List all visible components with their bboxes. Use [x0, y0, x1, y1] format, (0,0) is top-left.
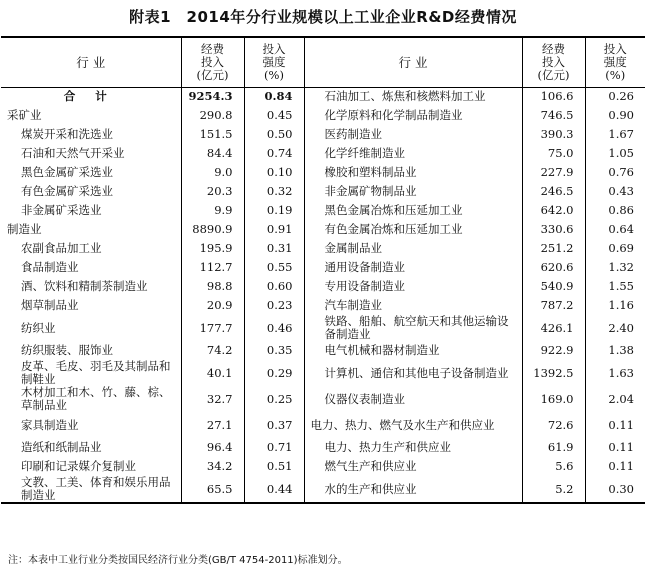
funds-value: 61.9: [522, 438, 585, 457]
industry-name: 农副食品加工业: [21, 241, 102, 255]
header-intensity-line2: 强度: [262, 54, 286, 69]
intensity-value: 1.16: [585, 296, 645, 315]
header-funds-line3: (亿元): [537, 67, 570, 82]
intensity-value: 0.44: [244, 476, 304, 503]
header-intensity-line1: 投入: [603, 41, 627, 56]
funds-value: 72.6: [522, 412, 585, 438]
industry-name: 黑色金属矿采选业: [21, 165, 113, 179]
intensity-value: 0.10: [244, 163, 304, 182]
industry-name: 木材加工和木、竹、藤、棕、草制品业: [21, 386, 171, 412]
table-row: [1, 239, 645, 258]
table-row: [1, 386, 645, 412]
industry-name: 金属制品业: [304, 239, 522, 258]
header-funds-line2: 投入: [201, 54, 224, 69]
col-header-industry-right: 行 业: [304, 37, 522, 87]
industry-name: 非金属矿物制品业: [304, 182, 522, 201]
industry-name: 石油加工、炼焦和核燃料加工业: [304, 87, 522, 106]
industry-name: 橡胶和塑料制品业: [304, 163, 522, 182]
intensity-value: 1.32: [585, 258, 645, 277]
industry-name: 医药制造业: [304, 125, 522, 144]
industry-name: 纺织业: [21, 320, 56, 335]
industry-name: 非金属矿采选业: [21, 203, 102, 217]
industry-name: 电力、热力生产和供应业: [304, 438, 522, 457]
table-row: [1, 144, 645, 163]
industry-name: 石油和天然气开采业: [21, 146, 125, 160]
intensity-value: 0.43: [585, 182, 645, 201]
funds-value: 9.9: [181, 201, 244, 220]
industry-name: 电力、热力、燃气及水生产和供应业: [304, 412, 522, 438]
funds-value: 8890.9: [181, 220, 244, 239]
industry-name: 计算机、通信和其他电子设备制造业: [304, 360, 522, 386]
header-intensity-line1: 投入: [262, 41, 286, 56]
industry-name: 仪器仪表制造业: [304, 386, 522, 412]
intensity-value: 1.63: [585, 360, 645, 386]
intensity-value: 0.31: [244, 239, 304, 258]
industry-name: 印刷和记录媒介复制业: [21, 459, 136, 473]
industry-name: 汽车制造业: [304, 296, 522, 315]
table-body: [1, 87, 645, 503]
industry-name: 通用设备制造业: [304, 258, 522, 277]
funds-value: 20.9: [181, 296, 244, 315]
funds-value: 9.0: [181, 163, 244, 182]
intensity-value: 0.91: [244, 220, 304, 239]
col-header-funds-left: [181, 37, 244, 87]
industry-name-total: 合 计: [63, 89, 115, 104]
industry-name: 酒、饮料和精制茶制造业: [21, 279, 148, 293]
intensity-value: 0.90: [585, 106, 645, 125]
col-header-funds-right: [522, 37, 585, 87]
intensity-value: 0.23: [244, 296, 304, 315]
industry-name: 专用设备制造业: [304, 277, 522, 296]
funds-value: 75.0: [522, 144, 585, 163]
funds-value: 642.0: [522, 201, 585, 220]
header-funds-line3: (亿元): [196, 67, 229, 82]
table-row: [1, 163, 645, 182]
funds-value: 106.6: [522, 87, 585, 106]
funds-value: 922.9: [522, 341, 585, 360]
col-header-intensity-right: [585, 37, 645, 87]
intensity-value: 1.38: [585, 341, 645, 360]
intensity-value: 0.55: [244, 258, 304, 277]
intensity-value: 0.45: [244, 106, 304, 125]
funds-value: 5.6: [522, 457, 585, 476]
intensity-value: 0.26: [585, 87, 645, 106]
header-intensity-line2: 强度: [603, 54, 627, 69]
table-row: [1, 182, 645, 201]
funds-value: 227.9: [522, 163, 585, 182]
table-row: [1, 87, 645, 106]
table-row: [1, 125, 645, 144]
intensity-value: 0.29: [244, 360, 304, 386]
industry-name: 黑色金属冶炼和压延加工业: [304, 201, 522, 220]
funds-value: 330.6: [522, 220, 585, 239]
col-header-industry-left: 行 业: [76, 54, 106, 70]
industry-name: 化学纤维制造业: [304, 144, 522, 163]
intensity-value: 0.84: [244, 87, 304, 106]
intensity-value: 0.11: [585, 438, 645, 457]
table-row: [1, 315, 645, 341]
table-row: [1, 201, 645, 220]
intensity-value: 0.74: [244, 144, 304, 163]
intensity-value: 0.86: [585, 201, 645, 220]
industry-name: 家具制造业: [21, 417, 79, 432]
industry-name: 燃气生产和供应业: [304, 457, 522, 476]
industry-name: 皮革、毛皮、羽毛及其制品和制鞋业: [21, 360, 171, 386]
funds-value: 620.6: [522, 258, 585, 277]
industry-name: 纺织服装、服饰业: [21, 343, 113, 357]
intensity-value: 0.35: [244, 341, 304, 360]
funds-value: 65.5: [181, 476, 244, 503]
header-funds-line1: 经费: [201, 41, 224, 56]
col-header-intensity-left: [244, 37, 304, 87]
funds-value: 27.1: [181, 412, 244, 438]
intensity-value: 0.76: [585, 163, 645, 182]
intensity-value: 2.04: [585, 386, 645, 412]
industry-name: 电气机械和器材制造业: [304, 341, 522, 360]
intensity-value: 0.11: [585, 457, 645, 476]
funds-value: 32.7: [181, 386, 244, 412]
intensity-value: 1.55: [585, 277, 645, 296]
table-header: [1, 37, 645, 87]
footnote: 注：本表中工业行业分类按国民经济行业分类(GB/T 4754-2011)标准划分。: [8, 555, 348, 566]
funds-value: 74.2: [181, 341, 244, 360]
industry-name: 化学原料和化学制品制造业: [304, 106, 522, 125]
funds-value: 169.0: [522, 386, 585, 412]
funds-value: 746.5: [522, 106, 585, 125]
intensity-value: 0.46: [244, 315, 304, 341]
funds-value: 195.9: [181, 239, 244, 258]
industry-name: 烟草制品业: [21, 298, 79, 312]
funds-value: 5.2: [522, 476, 585, 503]
industry-name: 有色金属矿采选业: [21, 184, 113, 198]
header-funds-line1: 经费: [542, 41, 565, 56]
industry-name: 造纸和纸制品业: [21, 440, 102, 454]
funds-value: 251.2: [522, 239, 585, 258]
funds-value: 84.4: [181, 144, 244, 163]
funds-value: 112.7: [181, 258, 244, 277]
funds-value: 151.5: [181, 125, 244, 144]
table-title: 附表1 2014年分行业规模以上工业企业R&D经费情况: [129, 8, 517, 26]
intensity-value: 0.50: [244, 125, 304, 144]
funds-value: 40.1: [181, 360, 244, 386]
intensity-value: 0.71: [244, 438, 304, 457]
intensity-value: 0.69: [585, 239, 645, 258]
intensity-value: 0.25: [244, 386, 304, 412]
funds-value: 96.4: [181, 438, 244, 457]
industry-name: 采矿业: [7, 108, 42, 122]
rd-funds-table: [1, 36, 645, 504]
funds-value: 9254.3: [181, 87, 244, 106]
intensity-value: 0.51: [244, 457, 304, 476]
table-row: [1, 476, 645, 503]
industry-name: 食品制造业: [21, 260, 79, 274]
funds-value: 98.8: [181, 277, 244, 296]
intensity-value: 0.19: [244, 201, 304, 220]
table-row: [1, 258, 645, 277]
table-row: [1, 220, 645, 239]
industry-name: 水的生产和供应业: [304, 476, 522, 503]
intensity-value: 1.05: [585, 144, 645, 163]
intensity-value: 0.64: [585, 220, 645, 239]
header-funds-line2: 投入: [542, 54, 565, 69]
industry-name: 制造业: [7, 222, 42, 236]
industry-name: 铁路、船舶、航空航天和其他运输设备制造业: [304, 315, 522, 341]
intensity-value: 0.30: [585, 476, 645, 503]
funds-value: 246.5: [522, 182, 585, 201]
funds-value: 1392.5: [522, 360, 585, 386]
table-row: [1, 277, 645, 296]
industry-name: 文教、工美、体育和娱乐用品制造业: [21, 476, 171, 502]
funds-value: 34.2: [181, 457, 244, 476]
funds-value: 540.9: [522, 277, 585, 296]
intensity-value: 0.60: [244, 277, 304, 296]
industry-name: 有色金属冶炼和压延加工业: [304, 220, 522, 239]
intensity-value: 1.67: [585, 125, 645, 144]
intensity-value: 0.11: [585, 412, 645, 438]
funds-value: 390.3: [522, 125, 585, 144]
funds-value: 20.3: [181, 182, 244, 201]
header-intensity-line3: (%): [605, 67, 626, 82]
table-row: [1, 412, 645, 438]
funds-value: 290.8: [181, 106, 244, 125]
table-row: [1, 360, 645, 386]
table-row: [1, 106, 645, 125]
funds-value: 177.7: [181, 315, 244, 341]
intensity-value: 0.32: [244, 182, 304, 201]
table-row: [1, 341, 645, 360]
table-row: [1, 438, 645, 457]
table-row: [1, 296, 645, 315]
table-row: [1, 457, 645, 476]
funds-value: 787.2: [522, 296, 585, 315]
funds-value: 426.1: [522, 315, 585, 341]
header-intensity-line3: (%): [264, 67, 284, 82]
intensity-value: 0.37: [244, 412, 304, 438]
intensity-value: 2.40: [585, 315, 645, 341]
industry-name: 煤炭开采和洗选业: [21, 127, 113, 141]
